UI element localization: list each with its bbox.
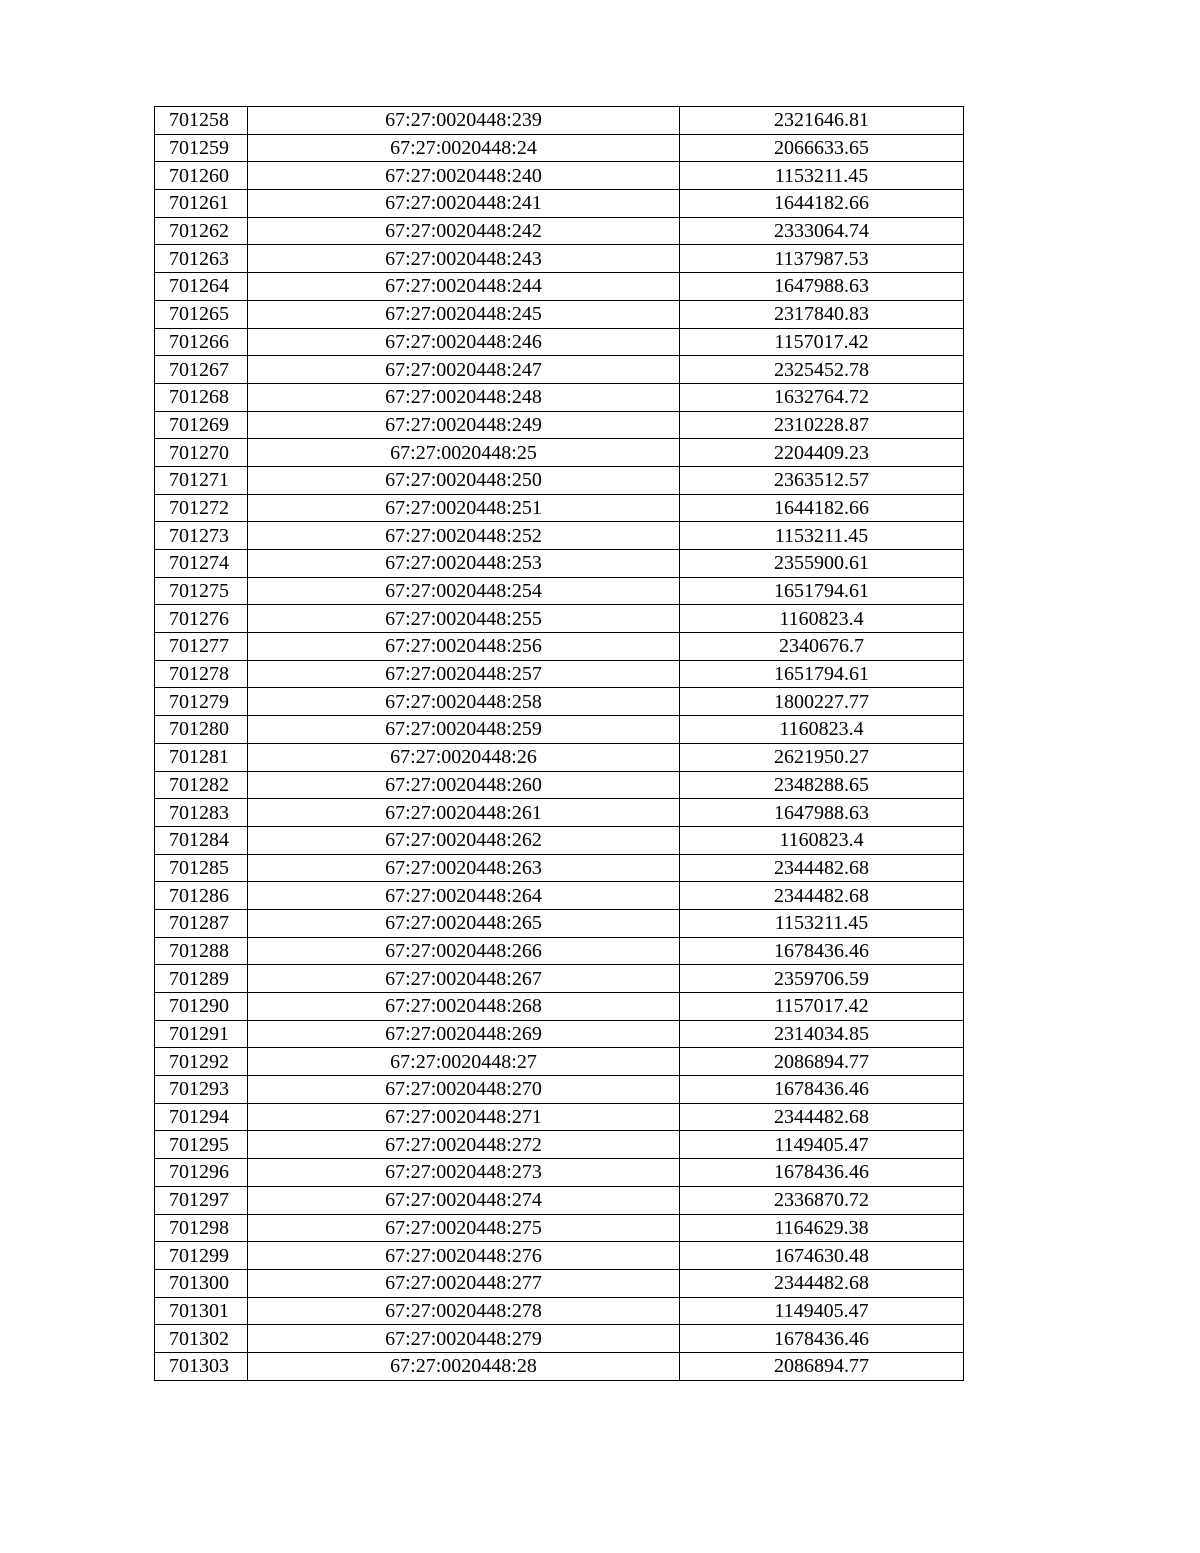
value-cell: 1647988.63 — [680, 799, 964, 827]
value-cell: 2314034.85 — [680, 1020, 964, 1048]
cadastral-number-cell: 67:27:0020448:258 — [248, 688, 680, 716]
cadastral-number-cell: 67:27:0020448:262 — [248, 826, 680, 854]
row-id-cell: 701271 — [155, 466, 248, 494]
row-id-cell: 701270 — [155, 439, 248, 467]
cadastral-number-cell: 67:27:0020448:242 — [248, 217, 680, 245]
value-cell: 1674630.48 — [680, 1242, 964, 1270]
cadastral-number-cell: 67:27:0020448:273 — [248, 1159, 680, 1187]
table-row — [155, 854, 964, 882]
row-id-cell: 701286 — [155, 882, 248, 910]
value-cell: 2363512.57 — [680, 466, 964, 494]
cadastral-number-cell: 67:27:0020448:271 — [248, 1103, 680, 1131]
table-row — [155, 1186, 964, 1214]
table-row — [155, 134, 964, 162]
table-row — [155, 909, 964, 937]
value-cell: 2344482.68 — [680, 1269, 964, 1297]
cadastral-number-cell: 67:27:0020448:260 — [248, 771, 680, 799]
value-cell: 1678436.46 — [680, 937, 964, 965]
cadastral-number-cell: 67:27:0020448:266 — [248, 937, 680, 965]
table-row — [155, 1214, 964, 1242]
value-cell: 1149405.47 — [680, 1297, 964, 1325]
row-id-cell: 701262 — [155, 217, 248, 245]
value-cell: 2321646.81 — [680, 107, 964, 135]
cadastral-number-cell: 67:27:0020448:24 — [248, 134, 680, 162]
table-row — [155, 273, 964, 301]
cadastral-number-cell: 67:27:0020448:28 — [248, 1352, 680, 1380]
row-id-cell: 701278 — [155, 660, 248, 688]
table-row — [155, 300, 964, 328]
table-row — [155, 1269, 964, 1297]
row-id-cell: 701282 — [155, 771, 248, 799]
value-cell: 2086894.77 — [680, 1048, 964, 1076]
table-row — [155, 190, 964, 218]
value-cell: 1149405.47 — [680, 1131, 964, 1159]
table-row — [155, 1297, 964, 1325]
row-id-cell: 701295 — [155, 1131, 248, 1159]
cadastral-number-cell: 67:27:0020448:240 — [248, 162, 680, 190]
cadastral-number-cell: 67:27:0020448:272 — [248, 1131, 680, 1159]
value-cell: 1632764.72 — [680, 383, 964, 411]
row-id-cell: 701268 — [155, 383, 248, 411]
row-id-cell: 701273 — [155, 522, 248, 550]
value-cell: 1160823.4 — [680, 605, 964, 633]
value-cell: 2621950.27 — [680, 743, 964, 771]
value-cell: 1678436.46 — [680, 1159, 964, 1187]
table-row — [155, 550, 964, 578]
row-id-cell: 701289 — [155, 965, 248, 993]
table-row — [155, 1352, 964, 1380]
table-row — [155, 1103, 964, 1131]
value-cell: 1678436.46 — [680, 1325, 964, 1353]
table-row — [155, 1242, 964, 1270]
cadastral-number-cell: 67:27:0020448:259 — [248, 716, 680, 744]
row-id-cell: 701281 — [155, 743, 248, 771]
row-id-cell: 701274 — [155, 550, 248, 578]
row-id-cell: 701258 — [155, 107, 248, 135]
cadastral-number-cell: 67:27:0020448:248 — [248, 383, 680, 411]
row-id-cell: 701267 — [155, 356, 248, 384]
row-id-cell: 701293 — [155, 1076, 248, 1104]
cadastral-number-cell: 67:27:0020448:251 — [248, 494, 680, 522]
row-id-cell: 701263 — [155, 245, 248, 273]
cadastral-number-cell: 67:27:0020448:269 — [248, 1020, 680, 1048]
value-cell: 2355900.61 — [680, 550, 964, 578]
table-row — [155, 577, 964, 605]
value-cell: 2066633.65 — [680, 134, 964, 162]
value-cell: 1678436.46 — [680, 1076, 964, 1104]
cadastral-number-cell: 67:27:0020448:246 — [248, 328, 680, 356]
table-row — [155, 826, 964, 854]
row-id-cell: 701259 — [155, 134, 248, 162]
row-id-cell: 701299 — [155, 1242, 248, 1270]
cadastral-number-cell: 67:27:0020448:276 — [248, 1242, 680, 1270]
table-row — [155, 633, 964, 661]
table-row — [155, 217, 964, 245]
cadastral-number-cell: 67:27:0020448:268 — [248, 993, 680, 1021]
row-id-cell: 701265 — [155, 300, 248, 328]
row-id-cell: 701261 — [155, 190, 248, 218]
value-cell: 1153211.45 — [680, 909, 964, 937]
value-cell: 2333064.74 — [680, 217, 964, 245]
row-id-cell: 701298 — [155, 1214, 248, 1242]
value-cell: 2317840.83 — [680, 300, 964, 328]
data-table-body — [155, 107, 964, 1381]
row-id-cell: 701296 — [155, 1159, 248, 1187]
value-cell: 1164629.38 — [680, 1214, 964, 1242]
table-row — [155, 383, 964, 411]
row-id-cell: 701300 — [155, 1269, 248, 1297]
value-cell: 1157017.42 — [680, 993, 964, 1021]
row-id-cell: 701275 — [155, 577, 248, 605]
cadastral-number-cell: 67:27:0020448:26 — [248, 743, 680, 771]
table-row — [155, 1076, 964, 1104]
value-cell: 1651794.61 — [680, 660, 964, 688]
value-cell: 1651794.61 — [680, 577, 964, 605]
table-row — [155, 1325, 964, 1353]
row-id-cell: 701301 — [155, 1297, 248, 1325]
row-id-cell: 701288 — [155, 937, 248, 965]
value-cell: 2325452.78 — [680, 356, 964, 384]
table-row — [155, 771, 964, 799]
row-id-cell: 701283 — [155, 799, 248, 827]
table-row — [155, 245, 964, 273]
cadastral-number-cell: 67:27:0020448:250 — [248, 466, 680, 494]
cadastral-number-cell: 67:27:0020448:279 — [248, 1325, 680, 1353]
table-row — [155, 107, 964, 135]
cadastral-number-cell: 67:27:0020448:241 — [248, 190, 680, 218]
cadastral-number-cell: 67:27:0020448:278 — [248, 1297, 680, 1325]
table-row — [155, 937, 964, 965]
table-row — [155, 660, 964, 688]
cadastral-number-cell: 67:27:0020448:239 — [248, 107, 680, 135]
value-cell: 2344482.68 — [680, 882, 964, 910]
value-cell: 1647988.63 — [680, 273, 964, 301]
value-cell: 1644182.66 — [680, 494, 964, 522]
cadastral-number-cell: 67:27:0020448:254 — [248, 577, 680, 605]
table-row — [155, 743, 964, 771]
value-cell: 1157017.42 — [680, 328, 964, 356]
cadastral-number-cell: 67:27:0020448:256 — [248, 633, 680, 661]
cadastral-number-cell: 67:27:0020448:243 — [248, 245, 680, 273]
row-id-cell: 701290 — [155, 993, 248, 1021]
cadastral-number-cell: 67:27:0020448:249 — [248, 411, 680, 439]
row-id-cell: 701277 — [155, 633, 248, 661]
row-id-cell: 701260 — [155, 162, 248, 190]
cadastral-number-cell: 67:27:0020448:27 — [248, 1048, 680, 1076]
value-cell: 2086894.77 — [680, 1352, 964, 1380]
row-id-cell: 701292 — [155, 1048, 248, 1076]
cadastral-number-cell: 67:27:0020448:253 — [248, 550, 680, 578]
cadastral-number-cell: 67:27:0020448:25 — [248, 439, 680, 467]
table-row — [155, 965, 964, 993]
cadastral-number-cell: 67:27:0020448:277 — [248, 1269, 680, 1297]
row-id-cell: 701264 — [155, 273, 248, 301]
table-row — [155, 799, 964, 827]
table-row — [155, 716, 964, 744]
value-cell: 2204409.23 — [680, 439, 964, 467]
cadastral-number-cell: 67:27:0020448:267 — [248, 965, 680, 993]
cadastral-number-cell: 67:27:0020448:244 — [248, 273, 680, 301]
value-cell: 1137987.53 — [680, 245, 964, 273]
cadastral-number-cell: 67:27:0020448:275 — [248, 1214, 680, 1242]
table-row — [155, 1048, 964, 1076]
table-row — [155, 466, 964, 494]
value-cell: 1800227.77 — [680, 688, 964, 716]
cadastral-number-cell: 67:27:0020448:255 — [248, 605, 680, 633]
value-cell: 2340676.7 — [680, 633, 964, 661]
table-row — [155, 356, 964, 384]
row-id-cell: 701272 — [155, 494, 248, 522]
row-id-cell: 701285 — [155, 854, 248, 882]
table-row — [155, 1131, 964, 1159]
cadastral-number-cell: 67:27:0020448:261 — [248, 799, 680, 827]
row-id-cell: 701279 — [155, 688, 248, 716]
value-cell: 1153211.45 — [680, 162, 964, 190]
table-row — [155, 162, 964, 190]
value-cell: 1160823.4 — [680, 716, 964, 744]
value-cell: 2359706.59 — [680, 965, 964, 993]
row-id-cell: 701294 — [155, 1103, 248, 1131]
value-cell: 2344482.68 — [680, 854, 964, 882]
table-row — [155, 688, 964, 716]
row-id-cell: 701280 — [155, 716, 248, 744]
table-row — [155, 993, 964, 1021]
row-id-cell: 701303 — [155, 1352, 248, 1380]
cadastral-number-cell: 67:27:0020448:263 — [248, 854, 680, 882]
cadastral-number-cell: 67:27:0020448:264 — [248, 882, 680, 910]
table-row — [155, 494, 964, 522]
row-id-cell: 701269 — [155, 411, 248, 439]
row-id-cell: 701276 — [155, 605, 248, 633]
cadastral-number-cell: 67:27:0020448:270 — [248, 1076, 680, 1104]
table-row — [155, 439, 964, 467]
cadastral-number-cell: 67:27:0020448:252 — [248, 522, 680, 550]
row-id-cell: 701302 — [155, 1325, 248, 1353]
value-cell: 1160823.4 — [680, 826, 964, 854]
cadastral-number-cell: 67:27:0020448:245 — [248, 300, 680, 328]
value-cell: 2348288.65 — [680, 771, 964, 799]
row-id-cell: 701287 — [155, 909, 248, 937]
row-id-cell: 701291 — [155, 1020, 248, 1048]
cadastral-number-cell: 67:27:0020448:274 — [248, 1186, 680, 1214]
value-cell: 2344482.68 — [680, 1103, 964, 1131]
table-row — [155, 522, 964, 550]
cadastral-number-cell: 67:27:0020448:257 — [248, 660, 680, 688]
cadastral-number-cell: 67:27:0020448:265 — [248, 909, 680, 937]
table-row — [155, 605, 964, 633]
row-id-cell: 701297 — [155, 1186, 248, 1214]
table-row — [155, 411, 964, 439]
value-cell: 1153211.45 — [680, 522, 964, 550]
value-cell: 2310228.87 — [680, 411, 964, 439]
data-table — [154, 106, 964, 1381]
value-cell: 2336870.72 — [680, 1186, 964, 1214]
value-cell: 1644182.66 — [680, 190, 964, 218]
table-row — [155, 1159, 964, 1187]
table-row — [155, 882, 964, 910]
table-row — [155, 328, 964, 356]
cadastral-number-cell: 67:27:0020448:247 — [248, 356, 680, 384]
row-id-cell: 701284 — [155, 826, 248, 854]
table-row — [155, 1020, 964, 1048]
row-id-cell: 701266 — [155, 328, 248, 356]
